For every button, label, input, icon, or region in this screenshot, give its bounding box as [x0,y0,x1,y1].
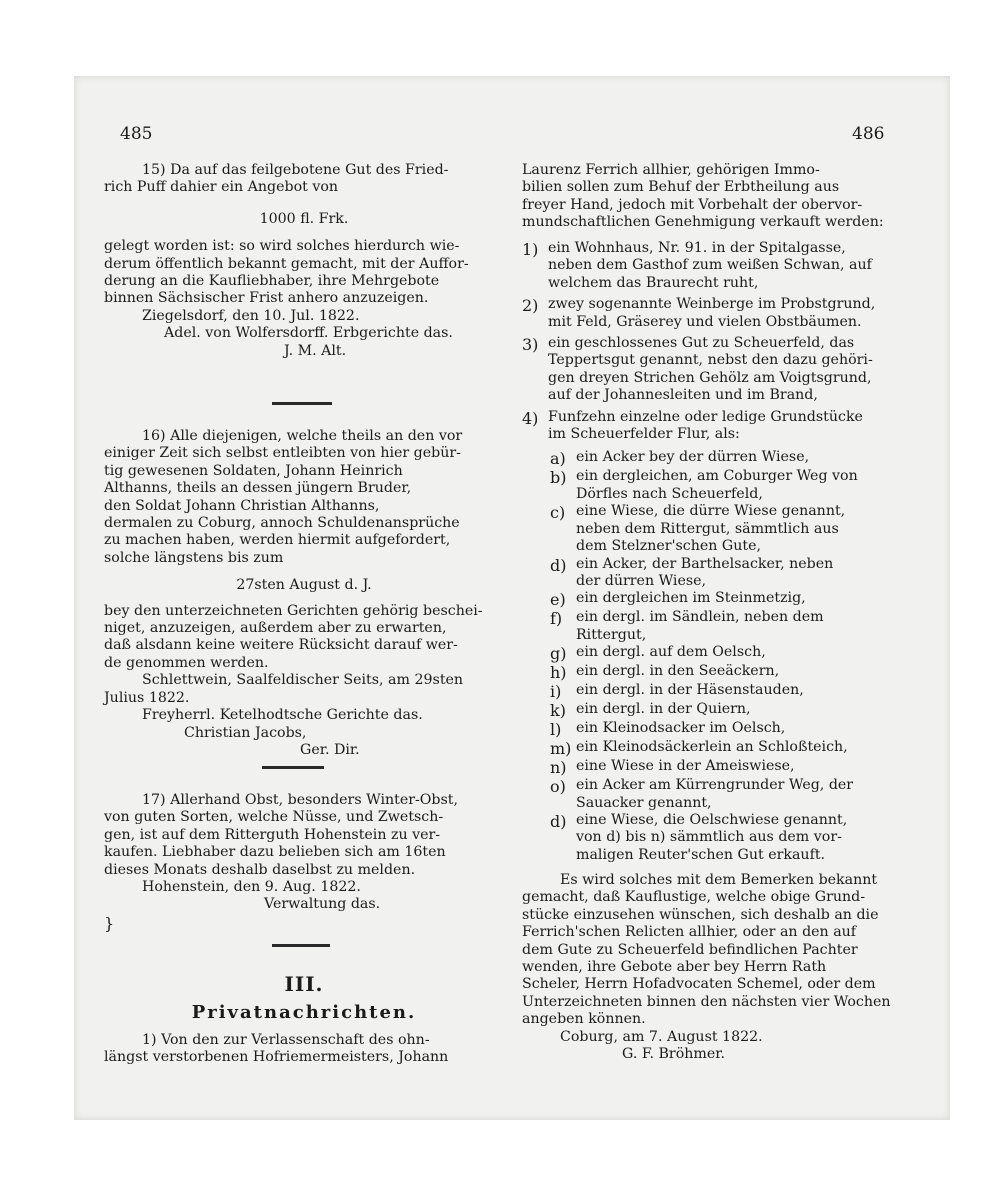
parcel-line: ein Acker bey der dürren Wiese, [576,449,810,466]
notice-16-deadline: 27sten August d. J. [236,577,372,594]
item-line: gen dreyen Strichen Gehölz am Voigtsgrund, [548,369,872,386]
item-line: im Scheuerfelder Flur, als: [548,426,740,443]
parcel-key: d) [550,811,567,831]
intro-line: freyer Hand, jedoch mit Vorbehalt der obervor- [522,196,863,213]
parcel-line: neben dem Rittergut, sämmtlich aus [576,520,839,537]
right-column [522,76,932,1120]
private-notice-1 [104,1032,504,1067]
notice-15-date: Ziegelsdorf, den 10. Jul. 1822. [142,307,360,324]
closing-date: Coburg, am 7. August 1822. [560,1028,763,1045]
notice-16-line: de genommen werden. [104,654,269,671]
parcel-key: b) [550,468,567,488]
parcel-item [550,812,932,864]
notice-16-line: den Soldat Johann Christian Althanns, [104,497,380,514]
item-line: mit Feld, Gräserey und vielen Obstbäumen. [548,313,862,330]
closing-line: stücke einzusehen wünschen, sich deshalb an die [522,906,879,923]
notice-17-signer: Verwaltung das. [264,896,381,913]
parcel-key: c) [550,503,566,523]
parcel-key: l) [550,720,562,740]
divider [272,402,332,405]
intro-line: mundschaftlichen Genehmigung verkauft werden: [522,214,884,231]
notice-16-line: zu machen haben, werden hiermit aufgefordert, [104,532,451,549]
notice-16-line: niget, anzuzeigen, außerdem aber zu erwarten, [104,620,447,637]
parcel-item [550,663,932,682]
closing-line: angeben können. [522,1011,646,1028]
closing-line: wenden, ihre Gebote aber bey Herrn Rath [522,959,827,976]
parcel-item [550,556,932,591]
notice-15-line: binnen Sächsischer Frist anhero anzuzeigen. [104,290,429,307]
closing-paragraph [522,872,932,1063]
parcel-key: d) [550,555,567,575]
closing-line: gemacht, daß Kauflustige, welche obige Grund- [522,889,866,906]
parcel-line: ein dergl. auf dem Oelsch, [576,644,766,661]
notice-17-line: von guten Sorten, welche Nüsse, und Zwetsch- [104,809,444,826]
notice-17-line: 17) Allerhand Obst, besonders Winter-Obst, [142,792,459,808]
parcel-key: g) [550,644,567,664]
parcel-key: f) [550,609,563,629]
parcel-item [550,758,932,777]
closing-line: Es wird solches mit dem Bemerken bekannt [560,872,878,888]
parcel-item [550,701,932,720]
parcel-line: ein Acker am Kürrengrunder Weg, der [576,777,854,794]
page-number-right: 486 [852,124,885,144]
parcel-line: Rittergut, [576,626,647,643]
closing-line: dem Gute zu Scheuerfeld befindlichen Pachter [522,941,858,958]
item-line: Teppertsgut genannt, nebst den dazu gehöri- [548,352,873,369]
parcel-line: Dörfles nach Scheuerfeld, [576,485,763,502]
parcel-item [550,644,932,663]
closing-signer: G. F. Bröhmer. [622,1046,725,1063]
item-key: 4) [522,408,539,428]
notice-16-title: Ger. Dir. [300,741,360,758]
parcel-key: h) [550,663,567,683]
notice-15-line: derung an die Kaufliebhaber, ihre Mehrgebote [104,273,440,290]
parcel-line: von d) bis n) sämmtlich aus dem vor- [576,829,842,846]
item-key: 2) [522,296,539,316]
notice-15-amount: 1000 fl. Frk. [259,210,349,227]
section-title: Privatnachrichten. [191,1002,417,1023]
parcel-line: eine Wiese in der Ameiswiese, [576,758,795,775]
notice-15-line: derum öffentlich bekannt gemacht, mit der Auffor- [104,255,469,272]
item-line: ein Wohnhaus, Nr. 91. in der Spitalgasse, [548,240,846,256]
parcel-item [550,777,932,812]
parcel-key: i) [550,682,562,702]
closing-line: Unterzeichneten binnen den nächsten vier Wochen [522,993,891,1010]
newspaper-page [74,76,950,1120]
parcel-key: m) [550,739,572,759]
notice-15-line: 15) Da auf das feilgebotene Gut des Fried- [142,162,449,178]
parcel-line: eine Wiese, die Oelschwiese genannt, [576,811,848,828]
notice-15-line: gelegt worden ist: so wird solches hierdurch wie- [104,238,460,255]
parcel-line: ein Kleinodsacker im Oelsch, [576,720,786,737]
notice-16-line: tig gewesenen Soldaten, Johann Heinrich [104,462,403,479]
parcel-key: a) [550,449,566,469]
notice-16-line: Althanns, theils an dessen jüngern Bruder, [104,480,412,497]
item-line: ein geschlossenes Gut zu Scheuerfeld, das [548,335,855,352]
closing-line: Scheler, Herrn Hofadvocaten Schemel, oder dem [522,976,876,993]
section-number: III. [284,972,324,996]
parcel-key: k) [550,701,566,721]
parcel-line: ein dergl. in der Quiern, [576,701,751,718]
item-key: 3) [522,335,539,355]
parcel-item [550,609,932,644]
notice-16-date: Schlettwein, Saalfeldischer Seits, am 29sten [142,672,464,689]
parcel-line: ein Kleinodsäckerlein an Schloßteich, [576,739,848,756]
parcel-line: ein dergl. in der Häsenstauden, [576,682,804,699]
item-line: neben dem Gasthof zum weißen Schwan, auf [548,257,872,274]
closing-line: Ferrich'schen Relicten allhier, oder an den auf [522,924,857,941]
notice-15-line: rich Puff dahier ein Angebot von [104,179,339,196]
notice-17: 17) Allerhand Obst, besonders Winter-Obst, von guten Sorten, welche Nüsse, und Zwetsch- gen, ist auf dem Ritterguth Hohenstein zu ver- kaufen. Liebhaber dazu belieben sich am 16ten dieses Monats deshalb daselbst zu melden. Hohenstein, den 9. Aug. 1822. Verwaltung das. } [104,792,504,933]
notice-16-line: dermalen zu Coburg, annoch Schuldenansprüche [104,515,460,532]
parcel-item [550,503,932,555]
parcel-key: e) [550,590,566,610]
notice-17-date: Hohenstein, den 9. Aug. 1822. [142,879,361,896]
parcel-item [550,468,932,503]
property-item [522,296,932,331]
parcel-item [550,720,932,739]
parcel-line: maligen Reuter'schen Gut erkauft. [576,846,826,863]
property-item [522,335,932,405]
parcel-key: n) [550,758,567,778]
notice-17-line: kaufen. Liebhaber dazu belieben sich am 16ten [104,844,446,861]
item-line: zwey sogenannte Weinberge im Probstgrund, [548,296,876,313]
divider [272,944,330,947]
parcel-item [550,590,932,609]
parcel-key: o) [550,777,566,797]
parcel-line: ein Acker, der Barthelsacker, neben [576,555,834,572]
notice-16-signer: Christian Jacobs, [184,724,307,741]
notice-16-line: solche längstens bis zum [104,549,284,566]
parcel-line: ein dergl. im Sändlein, neben dem [576,609,824,626]
notice-15-court: Adel. von Wolfersdorff. Erbgerichte das. [164,325,453,342]
notice-17-line: gen, ist auf dem Ritterguth Hohenstein zu ver- [104,826,441,843]
parcel-line: Sauacker genannt, [576,794,712,811]
notice-15 [104,162,504,360]
notice-16-line: daß alsdann keine weitere Rücksicht darauf wer- [104,637,458,654]
notice-15-signer: J. M. Alt. [284,342,347,359]
parcel-list [522,449,932,864]
notice-16-date: Julius 1822. [104,689,190,706]
property-item [522,409,932,444]
parcel-item [550,739,932,758]
parcel-item [550,682,932,701]
divider [262,766,324,769]
property-items [522,240,932,864]
item-line: auf der Johannesleiten und im Brand, [548,387,818,404]
parcel-line: der dürren Wiese, [576,572,707,589]
property-item [522,240,932,292]
notice-16-line: bey den unterzeichneten Gerichten gehörig beschei- [104,602,483,619]
private-notice-1-line: 1) Von den zur Verlassenschaft des ohn- [142,1032,430,1048]
parcel-line: dem Stelzner'schen Gute, [576,538,761,555]
parcel-line: ein dergl. in den Seeäckern, [576,663,780,680]
notice-16-line: 16) Alle diejenigen, welche theils an den vor [142,428,463,444]
parcel-line: ein dergleichen im Steinmetzig, [576,590,806,607]
notice-16 [104,428,504,759]
parcel-line: ein dergleichen, am Coburger Weg von [576,468,858,485]
private-notice-1-line: längst verstorbenen Hofriemermeisters, Johann [104,1049,449,1066]
notice-17-line: dieses Monats deshalb daselbst zu melden. [104,861,416,878]
ferrich-intro [522,162,932,232]
item-line: welchem das Braurecht ruht, [548,274,759,291]
notice-16-court: Freyherrl. Ketelhodtsche Gerichte das. [142,707,423,724]
intro-line: Laurenz Ferrich allhier, gehörigen Immo- [522,162,820,178]
notice-16-line: einiger Zeit sich selbst entleibten von hier gebür- [104,445,461,462]
item-line: Funfzehn einzelne oder ledige Grundstücke [548,408,863,425]
parcel-line: eine Wiese, die dürre Wiese genannt, [576,503,846,520]
item-key: 1) [522,240,539,259]
intro-line: bilien sollen zum Behuf der Erbtheilung aus [522,179,840,196]
left-column [104,76,504,1120]
parcel-item [550,449,932,468]
page-number-left: 485 [120,124,153,144]
